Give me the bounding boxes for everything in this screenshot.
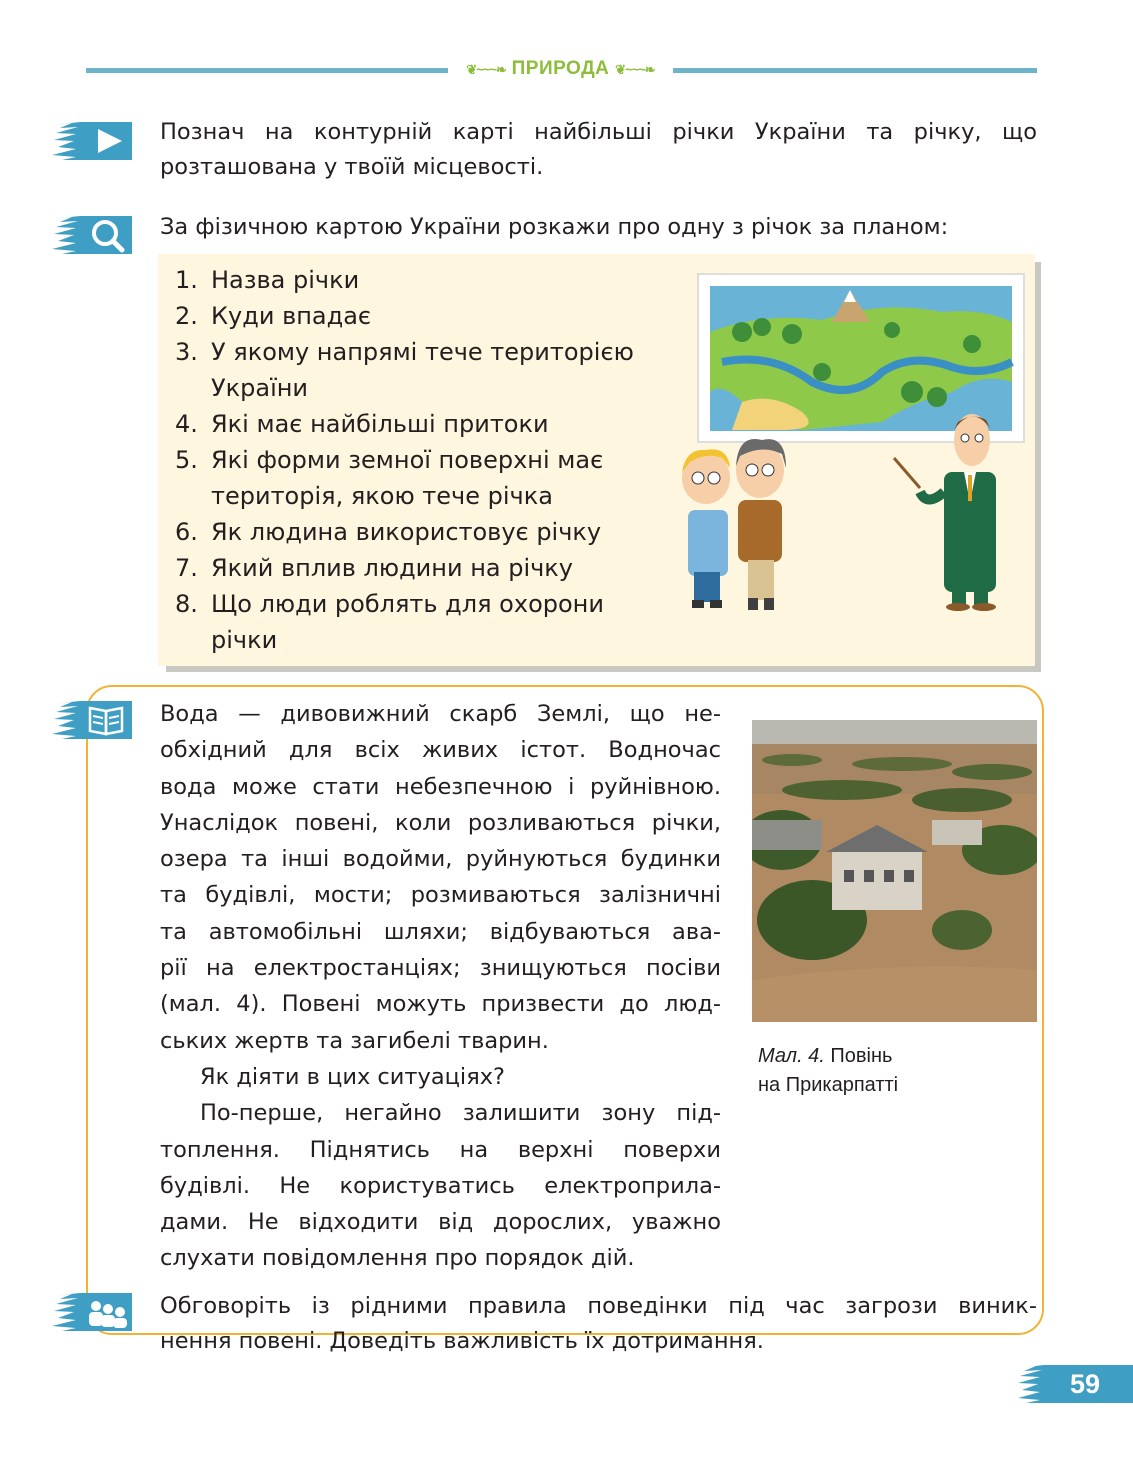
list-item-number: 1. xyxy=(175,266,198,294)
list-item-text: Який вплив людини на річку xyxy=(211,554,574,582)
info-line: та будівлі, мости; розмиваються залізничні xyxy=(160,882,721,909)
info-line: (мал. 4). Повені можуть призвести до люд- xyxy=(160,991,721,1018)
task2-intro xyxy=(160,210,1030,245)
info-line: Унаслідок повені, коли розливаються річки, xyxy=(160,809,721,836)
task1-text xyxy=(160,115,1037,185)
list-item xyxy=(175,406,675,442)
list-item-number: 6. xyxy=(175,518,198,546)
info-line: Вода — дивовижний скарб Землі, що не- xyxy=(160,701,721,727)
book-marker-icon xyxy=(52,698,132,742)
list-item-text: Як людина використовує річку xyxy=(211,518,602,546)
list-item xyxy=(175,442,675,514)
info-answer-line: будівлі. Не користуватись електроприла- xyxy=(160,1172,721,1199)
list-item-number: 3. xyxy=(175,338,198,366)
info-line: обхідний для всіх живих істот. Водночас xyxy=(160,737,721,764)
photo-caption xyxy=(758,1042,1018,1100)
list-item-number: 5. xyxy=(175,446,198,474)
list-item-number: 8. xyxy=(175,590,198,618)
info-line: рії на електростанціях; знищуються посіви xyxy=(160,955,721,982)
ornament-left-icon: ❦~~~❧ xyxy=(466,62,506,77)
list-item xyxy=(175,586,675,658)
task1-line: розташована у твоїй місцевості. xyxy=(160,154,544,180)
list-item xyxy=(175,550,675,586)
list-item-number: 4. xyxy=(175,410,198,438)
flood-photo xyxy=(752,720,1037,1022)
list-item xyxy=(175,298,675,334)
info-answer-line: слухати повідомлення про порядок дій. xyxy=(160,1245,635,1272)
info-line: та автомобільні шляхи; відбуваються ава- xyxy=(160,918,721,945)
ornament-right-icon: ❦~~~❧ xyxy=(615,62,655,77)
page-number: 59 xyxy=(1069,1369,1101,1399)
list-item xyxy=(175,334,675,406)
info-text xyxy=(160,696,721,1277)
task2-intro-line: За фізичною картою України розкажи про одну з річок за планом: xyxy=(160,214,949,240)
task3-text xyxy=(160,1289,1037,1359)
info-answer-line: По-перше, негайно залишити зону під- xyxy=(200,1100,721,1127)
list-item-text: Які має найбільші притоки xyxy=(211,410,549,438)
caption-text: Повінь xyxy=(830,1045,893,1067)
play-marker-icon xyxy=(52,119,132,163)
river-plan-list xyxy=(175,262,675,658)
section-title xyxy=(448,54,673,84)
list-item-text: Які форми земної поверхні має територія, якою тече річка xyxy=(211,446,604,510)
info-answer-line: топлення. Піднятись на верхні поверхи xyxy=(160,1136,721,1163)
list-item-text: Що люди роблять для охорони річки xyxy=(211,590,604,654)
info-question: Як діяти в цих ситуаціях? xyxy=(200,1063,505,1090)
list-item-number: 2. xyxy=(175,302,198,330)
list-item-number: 7. xyxy=(175,554,198,582)
info-line: ських жертв та загибелі тварин. xyxy=(160,1027,549,1054)
task3-line: Обговоріть із рідними правила поведінки під час загрози виник- xyxy=(160,1293,1037,1319)
info-line: вода може стати небезпечною і руйнівною. xyxy=(160,773,721,800)
caption-text: на Прикарпатті xyxy=(758,1074,899,1096)
list-item-text: У якому напрямі тече територією України xyxy=(211,338,634,402)
list-item xyxy=(175,514,675,550)
caption-label: Мал. 4. xyxy=(758,1045,825,1067)
list-item-text: Назва річки xyxy=(211,266,360,294)
task1-line: Познач на контурній карті найбільші річки України та річку, що xyxy=(160,119,1037,145)
list-item xyxy=(175,262,675,298)
list-item-text: Куди впадає xyxy=(211,302,372,330)
info-line: озера та інші водойми, руйнуються будинки xyxy=(160,846,721,873)
section-name: ПРИРОДА xyxy=(511,58,610,79)
group-marker-icon xyxy=(52,1290,132,1334)
magnifier-marker-icon xyxy=(52,213,132,257)
task3-line: нення повені. Доведіть важливість їх дотримання. xyxy=(160,1328,764,1354)
info-answer-line: дами. Не відходити від дорослих, уважно xyxy=(160,1209,721,1236)
teacher-and-map-illustration xyxy=(682,272,1032,642)
